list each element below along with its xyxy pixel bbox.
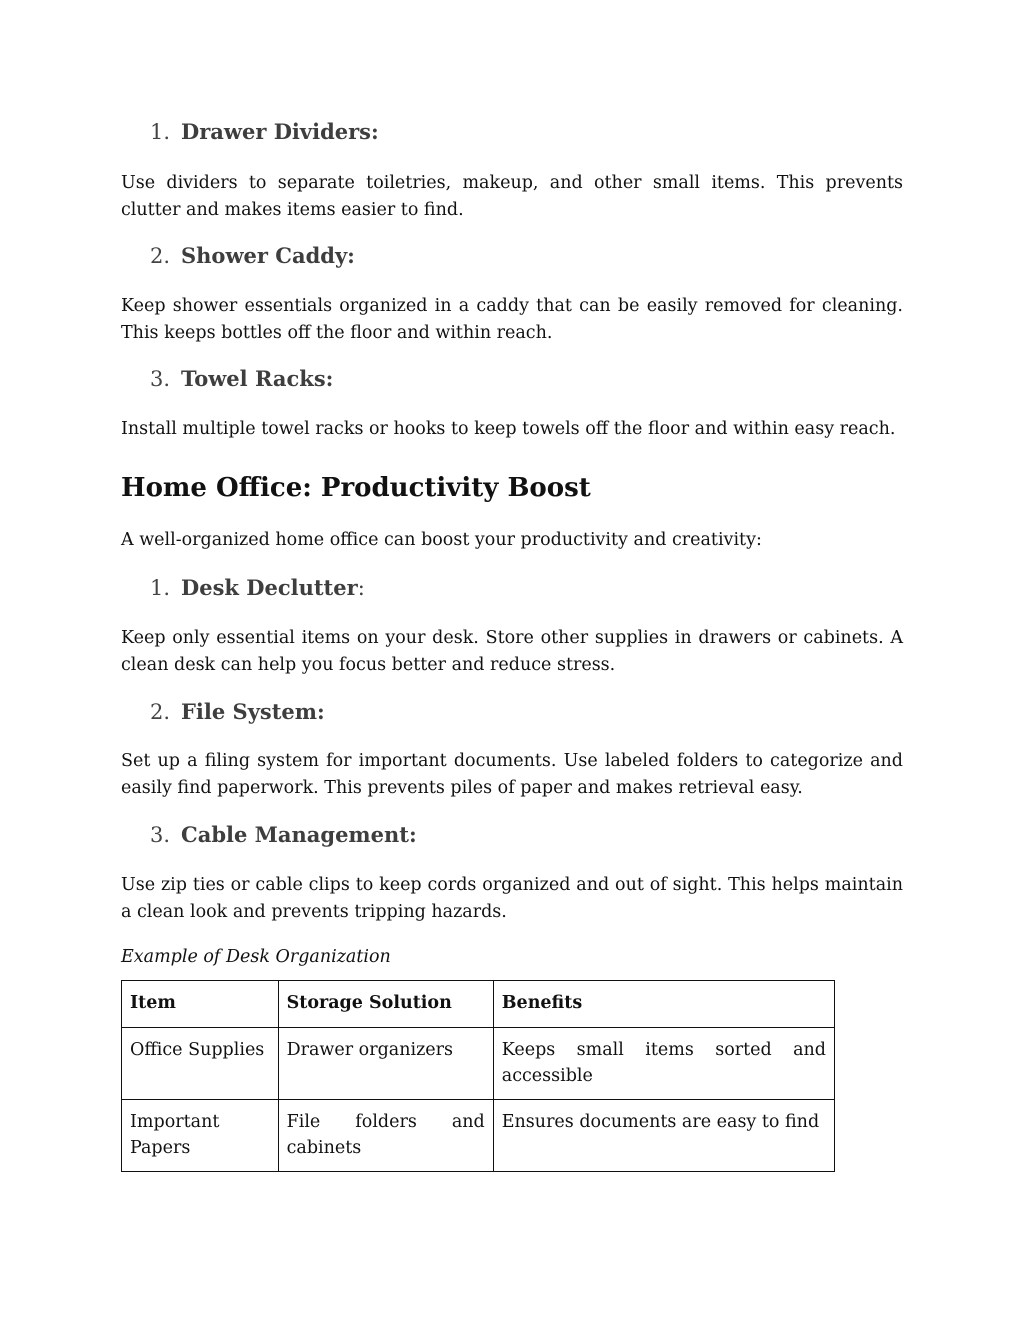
desk-organization-table [121, 980, 835, 1172]
table-header-cell: Benefits [493, 981, 834, 1028]
list-item-title-text: Cable Management [181, 822, 409, 847]
table-header-cell: Storage Solution [278, 981, 493, 1028]
list-item-description: Keep only essential items on your desk. Store other supplies in drawers or cabinets. A clean desk can help you focus better and reduce stress. [121, 628, 903, 675]
list-item-title-text: Towel Racks [181, 366, 326, 391]
list-item-title-text: Shower Caddy [181, 243, 348, 268]
table-cell: Keeps small items sorted and accessible [493, 1027, 834, 1099]
list-number: 2. [150, 244, 171, 268]
table-cell: Important Papers [122, 1099, 279, 1171]
table-header-row [122, 981, 835, 1028]
list-item-title-text: Drawer Dividers [181, 119, 371, 144]
table-header-cell: Item [122, 981, 279, 1028]
list-item-title [181, 366, 333, 391]
list-item-colon: : [325, 366, 334, 391]
list-item-title-text: File System [181, 699, 318, 724]
list-item-description: Use zip ties or cable clips to keep cords organized and out of sight. This helps maintain a clean look and prevents tripping hazards. [121, 875, 903, 922]
list-number: 1. [150, 576, 171, 600]
list-item-description: Keep shower essentials organized in a caddy that can be easily removed for cleaning. This keeps bottles off the floor and within reach. [121, 296, 903, 343]
list-number: 3. [150, 823, 171, 847]
list-number: 2. [150, 700, 171, 724]
section-intro: A well-organized home office can boost your productivity and creativity: [121, 530, 762, 550]
list-item-title [181, 575, 365, 600]
list-item-description: Set up a filing system for important documents. Use labeled folders to categorize and easily find paperwork. This prevents piles of paper and makes retrieval easy. [121, 751, 903, 798]
table-caption: Example of Desk Organization [121, 947, 391, 967]
list-item-colon: : [371, 119, 379, 144]
list-item-description: Install multiple towel racks or hooks to keep towels off the floor and within easy reach. [121, 419, 896, 439]
list-item-colon: : [347, 243, 355, 268]
table-cell: Ensures documents are easy to find [493, 1099, 834, 1171]
list-item-title [181, 699, 325, 724]
list-item-colon: : [317, 699, 325, 724]
table-cell: Drawer organizers [278, 1027, 493, 1099]
list-item-colon: : [408, 822, 417, 847]
list-item-colon: : [357, 576, 365, 600]
section-heading: Home Office: Productivity Boost [121, 473, 591, 503]
list-item-title [181, 243, 355, 268]
list-item-title-text: Desk Declutter [181, 575, 358, 600]
list-number: 1. [150, 120, 171, 144]
list-number: 3. [150, 367, 171, 391]
list-item-description: Use dividers to separate toiletries, makeup, and other small items. This prevents clutter and makes items easier to find. [121, 173, 903, 220]
list-item-title [181, 119, 379, 144]
table-row [122, 1099, 835, 1171]
table-row [122, 1027, 835, 1099]
list-item-title [181, 822, 417, 847]
table-cell: Office Supplies [122, 1027, 279, 1099]
table-cell: File folders and cabinets [278, 1099, 493, 1171]
